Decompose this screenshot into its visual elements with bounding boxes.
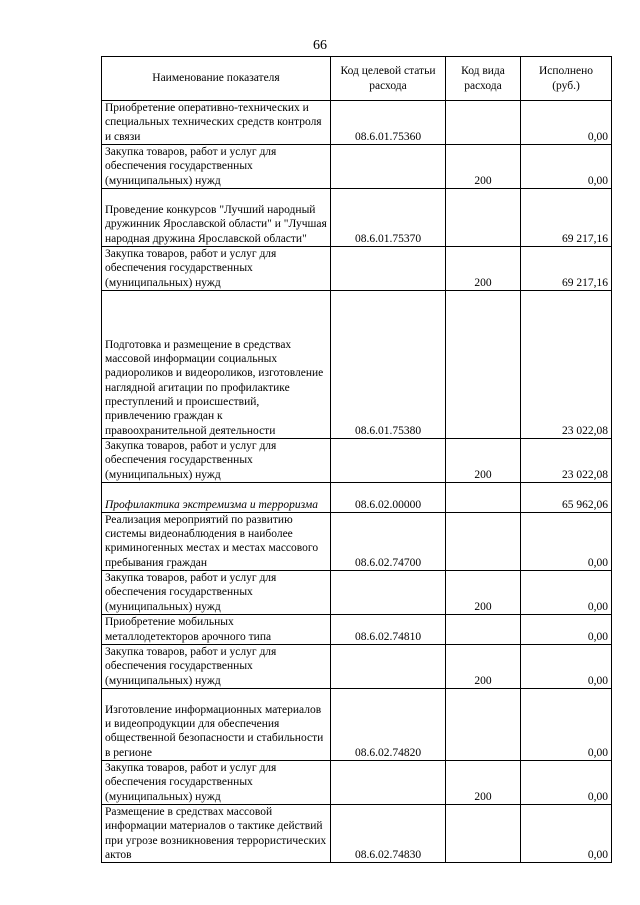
table-row — [102, 101, 612, 145]
row-executed-amount: 0,00 — [521, 615, 612, 645]
row-indicator-name: Изготовление информационных материалов и видеопродукции для обеспечения общественной безопасности и стабильности в регионе — [102, 689, 331, 761]
row-expense-type — [446, 290, 521, 438]
table-row — [102, 571, 612, 615]
row-expense-type — [446, 689, 521, 761]
row-indicator-name: Реализация мероприятий по развитию системы видеонаблюдения в наиболее криминогенных местах и местах массового пребывания граждан — [102, 512, 331, 570]
table-row — [102, 482, 612, 512]
table-row — [102, 438, 612, 482]
row-executed-amount: 0,00 — [521, 144, 612, 188]
row-indicator-name: Подготовка и размещение в средствах массовой информации социальных радиороликов и видеороликов, изготовление наглядной агитации по профилактике преступлений и происшествий, привлечению граждан к правоохранительной деятельности — [102, 290, 331, 438]
row-expense-type — [446, 482, 521, 512]
row-expense-type — [446, 188, 521, 246]
row-executed-amount: 0,00 — [521, 571, 612, 615]
table-row — [102, 144, 612, 188]
row-expense-type: 200 — [446, 144, 521, 188]
row-expense-type: 200 — [446, 246, 521, 290]
row-executed-amount: 23 022,08 — [521, 290, 612, 438]
row-target-code: 08.6.02.00000 — [331, 482, 446, 512]
row-target-code — [331, 438, 446, 482]
row-executed-amount: 0,00 — [521, 101, 612, 145]
row-expense-type — [446, 805, 521, 863]
row-indicator-name: Закупка товаров, работ и услуг для обеспечения государственных (муниципальных) нужд — [102, 645, 331, 689]
row-executed-amount: 0,00 — [521, 805, 612, 863]
row-expense-type — [446, 615, 521, 645]
row-target-code: 08.6.02.74700 — [331, 512, 446, 570]
table-row — [102, 246, 612, 290]
row-indicator-name: Закупка товаров, работ и услуг для обеспечения государственных (муниципальных) нужд — [102, 571, 331, 615]
table-row — [102, 290, 612, 438]
row-executed-amount: 0,00 — [521, 689, 612, 761]
row-target-code — [331, 571, 446, 615]
header-indicator-name: Наименование показателя — [102, 57, 331, 101]
row-indicator-name: Профилактика экстремизма и терроризма — [102, 482, 331, 512]
header-executed: Исполнено (руб.) — [521, 57, 612, 101]
row-executed-amount: 23 022,08 — [521, 438, 612, 482]
row-target-code: 08.6.02.74830 — [331, 805, 446, 863]
row-indicator-name: Приобретение мобильных металлодетекторов арочного типа — [102, 615, 331, 645]
table-row — [102, 689, 612, 761]
row-executed-amount: 0,00 — [521, 645, 612, 689]
row-executed-amount: 69 217,16 — [521, 188, 612, 246]
table-row — [102, 188, 612, 246]
table-row — [102, 645, 612, 689]
row-target-code — [331, 645, 446, 689]
row-target-code — [331, 761, 446, 805]
row-indicator-name: Закупка товаров, работ и услуг для обеспечения государственных (муниципальных) нужд — [102, 438, 331, 482]
row-indicator-name: Закупка товаров, работ и услуг для обеспечения государственных (муниципальных) нужд — [102, 761, 331, 805]
row-indicator-name: Закупка товаров, работ и услуг для обеспечения государственных (муниципальных) нужд — [102, 246, 331, 290]
row-executed-amount: 69 217,16 — [521, 246, 612, 290]
header-expense-type: Код вида расхода — [446, 57, 521, 101]
row-indicator-name: Закупка товаров, работ и услуг для обеспечения государственных (муниципальных) нужд — [102, 144, 331, 188]
row-executed-amount: 0,00 — [521, 761, 612, 805]
table-row — [102, 805, 612, 863]
row-target-code: 08.6.02.74820 — [331, 689, 446, 761]
row-expense-type: 200 — [446, 571, 521, 615]
row-expense-type — [446, 101, 521, 145]
row-executed-amount: 65 962,06 — [521, 482, 612, 512]
row-expense-type: 200 — [446, 645, 521, 689]
row-expense-type: 200 — [446, 761, 521, 805]
row-target-code: 08.6.01.75370 — [331, 188, 446, 246]
row-expense-type: 200 — [446, 438, 521, 482]
page-number: 66 — [313, 38, 327, 53]
row-indicator-name: Проведение конкурсов "Лучший народный дружинник Ярославской области" и "Лучшая народная дружина Ярославской области" — [102, 188, 331, 246]
budget-execution-table — [101, 56, 612, 863]
row-indicator-name: Приобретение оперативно-технических и специальных технических средств контроля и связи — [102, 101, 331, 145]
row-executed-amount: 0,00 — [521, 512, 612, 570]
table-row — [102, 512, 612, 570]
table-row — [102, 615, 612, 645]
row-indicator-name: Размещение в средствах массовой информации материалов о тактике действий при угрозе возникновения террористических актов — [102, 805, 331, 863]
row-target-code: 08.6.01.75360 — [331, 101, 446, 145]
row-target-code: 08.6.02.74810 — [331, 615, 446, 645]
row-target-code: 08.6.01.75380 — [331, 290, 446, 438]
header-target-code: Код целевой статьи расхода — [331, 57, 446, 101]
row-target-code — [331, 144, 446, 188]
row-target-code — [331, 246, 446, 290]
table-header-row — [102, 57, 612, 101]
table-row — [102, 761, 612, 805]
row-expense-type — [446, 512, 521, 570]
